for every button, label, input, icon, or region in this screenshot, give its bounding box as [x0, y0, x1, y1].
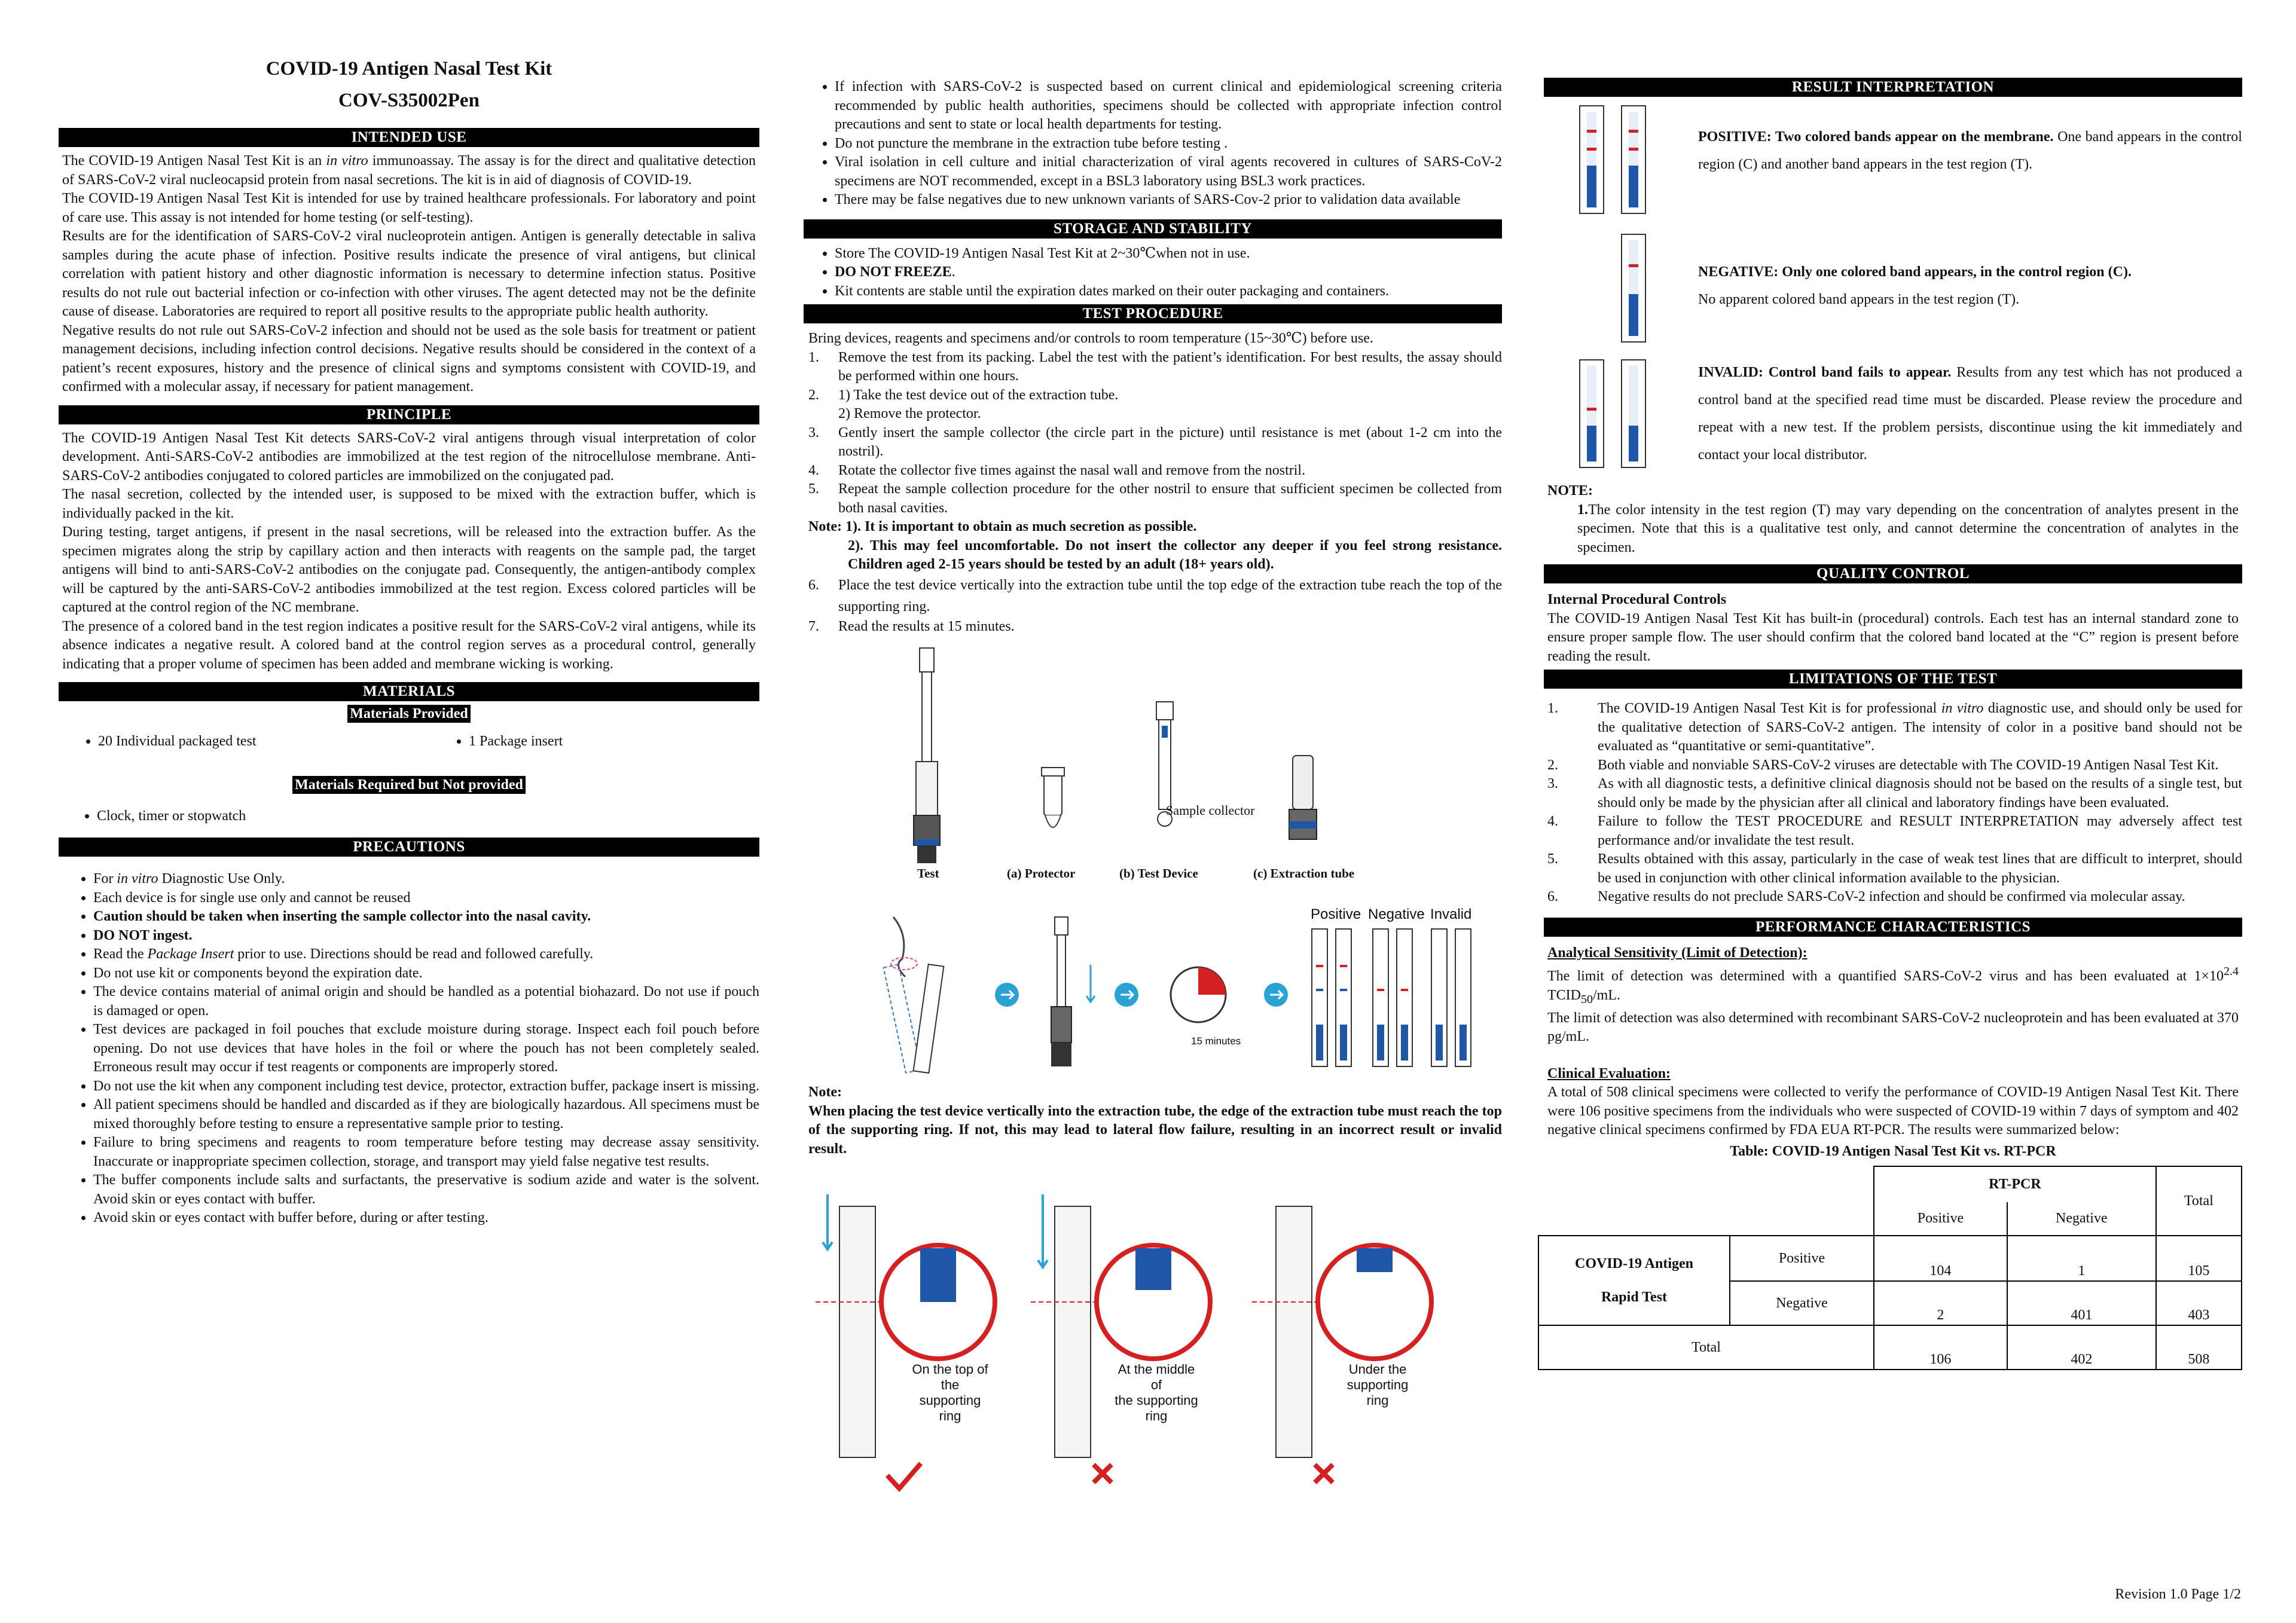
principle-header: PRINCIPLE: [59, 405, 759, 424]
clinical-head: Clinical Evaluation:: [1547, 1065, 1671, 1081]
precaution-item: • Caution should be taken when inserting the sample collector into the nasal cavity.: [93, 907, 759, 927]
procedure-step: 3. Gently insert the sample collector (the circle part in the picture) until resistance is met (about 1-2 cm into the nostril).: [808, 424, 1502, 459]
limitation-item: 5. Results obtained with this assay, particularly in the case of weak test lines that are difficult to interpret, should be used in conjunction with other clinical information available to the physician.: [1547, 851, 2242, 886]
result-note-item: 1.The color intensity in the test region (T) may vary depending on the concentration of analytes present in the specimen. Note that this is a qualitative test only, and cannot determine the concentration of analytes in the specimen.: [1577, 502, 2239, 555]
intended-use-body: [59, 147, 759, 397]
precaution-item: • DO NOT ingest.: [93, 927, 759, 946]
results-table: [1538, 1166, 2242, 1370]
precaution-item: • Viral isolation in cell culture and initial characterization of viral agents recovered in cultures of SARS-CoV-2 specimens are NOT recommended, except in a BSL3 laboratory using BSL3 work practices.: [835, 153, 1502, 191]
procedure-step: 6. Place the test device vertically into the extraction tube until the top edge of the extraction tube reach the top of the supporting ring.: [808, 577, 1502, 615]
supporting-ring-drawing: [804, 1182, 1502, 1505]
procedure-body: [804, 323, 1502, 636]
table-cell: 2: [1874, 1281, 2007, 1325]
result-note-head: NOTE:: [1547, 483, 1593, 499]
ring-correct-image: [816, 1194, 995, 1488]
check-icon: [887, 1463, 921, 1488]
precaution-item: • The buffer components include salts and surfactants, the preservative is sodium azide and water is the solvent. Avoid skin or eyes contact with buffer.: [93, 1171, 759, 1209]
table-cell: 401: [2007, 1281, 2156, 1325]
label-extraction-tube: (c) Extraction tube: [1253, 866, 1355, 881]
limitation-item: 3. As with all diagnostic tests, a definitive clinical diagnosis should not be based on the results of a single test, but should only be made by the physician after all clinical and laboratory findings have been evaluated.: [1547, 776, 2242, 811]
intended-p1: The COVID-19 Antigen Nasal Test Kit is an in vitro immunoassay. The assay is for the direct and qualitative detection of SARS-CoV-2 viral nucleocapsid protein from nasal secretions. The kit is in aid of diagnosis of COVID-19.: [62, 153, 756, 188]
result-invalid: [1544, 354, 2242, 479]
nasal-swab-image: [884, 917, 944, 1073]
materials-required-header: Materials Required but Not provided: [292, 776, 526, 794]
procedure-step: 1. Remove the test from its packing. Label the test with the patient’s identification. For best results, the assay should be performed within one hours.: [808, 349, 1502, 384]
invalid-text: INVALID: Control band fails to appear. Results from any test which has not produced a control band at the specified read time must be discarded. Please review the procedure and repeat with a new test. If the problem persists, discontinue using the kit immediately and contact your local distributor.: [1698, 365, 2242, 463]
qc-subhead: Internal Procedural Controls: [1547, 592, 1727, 607]
label-ring-under: Under the supporting ring: [1347, 1362, 1409, 1408]
procedure-note2: 2). This may feel uncomfortable. Do not insert the collector any deeper if you feel strong resistance. Children aged 2-15 years should be tested by an adult (18+ years old).: [848, 537, 1502, 572]
storage-list: [804, 244, 1502, 301]
label-ring-middle: At the middle of the supporting ring: [1115, 1362, 1198, 1423]
positive-text: POSITIVE: Two colored bands appear on the membrane. One band appears in the control region (C) and another band appears in the test region (T).: [1698, 129, 2242, 172]
procedure-steps-2: [808, 574, 1502, 637]
procedure-step: 5. Repeat the sample collection procedure for the other nostril to ensure that sufficient specimen be collected from both nasal cavities.: [808, 481, 1502, 516]
materials-header: MATERIALS: [59, 682, 759, 701]
column-left: [59, 54, 759, 1228]
precaution-item: • Read the Package Insert prior to use. Directions should be read and followed carefully.: [93, 945, 759, 964]
precaution-item: • Each device is for single use only and cannot be reused: [93, 889, 759, 908]
procedure-header: TEST PROCEDURE: [804, 304, 1502, 323]
result-negative: [1544, 222, 2242, 354]
intended-p3: Results are for the identification of SARS-CoV-2 viral nucleoprotein antigen. Antigen is generally detectable in saliva samples during the acute phase of infection. Positive results indicate the presence of viral antigens, but clinical correlation with patient history and other diagnostic information is necessary to determine infection status. Positive results do not rule out bacterial infection or co-infection with other viruses. The agent detected may not be the definite cause of disease. Laboratories are required to report all positive results to the appropriate public health authority.: [62, 228, 756, 319]
table-row: [1538, 1236, 2242, 1281]
sensitivity-p2: The limit of detection was also determined with recombinant SARS-CoV-2 nucleoprotein and has been evaluated at 370 pg/mL.: [1547, 1010, 2239, 1045]
procedure-step: 4. Rotate the collector five times against the nasal wall and remove from the nostril.: [808, 462, 1306, 478]
limitation-item: 2. Both viable and nonviable SARS-CoV-2 viruses are detectable with The COVID-19 Antigen Nasal Test Kit.: [1547, 757, 2219, 773]
positive-strips-image: [1574, 100, 1669, 219]
precaution-item: • Do not puncture the membrane in the extraction tube before testing .: [835, 135, 1502, 154]
column-middle: [804, 78, 1502, 1505]
clinical-text: A total of 508 clinical specimens were collected to verify the performance of COVID-19 Antigen Nasal Test Kit. There were 106 positive specimens from the individuals who were suspected of COVID-19 within 7 days of symptom and 402 negative clinical specimens confirmed by FDA EUA RT-PCR. The results were summarized below:: [1547, 1084, 2239, 1138]
limitation-item: 4. Failure to follow the TEST PROCEDURE and RESULT INTERPRETATION may adversely affect test performance and/or invalidate the test result.: [1547, 814, 2242, 848]
limitation-item: 1. The COVID-19 Antigen Nasal Test Kit is for professional in vitro diagnostic use, and should only be used for the qualitative detection of SARS-CoV-2 antigen. The intensity of color in a positive band should not be evaluated as “quantitative or semi-quantitative”.: [1547, 701, 2242, 754]
column-right: [1544, 78, 2242, 1370]
label-test: Test: [917, 866, 939, 881]
insert-device-image: [1051, 917, 1095, 1066]
limitations-list: [1544, 699, 2242, 907]
invalid-strips-image: [1574, 354, 1669, 473]
table-row-label: Negative: [1730, 1281, 1874, 1325]
label-ring-top: On the top of the supporting ring: [912, 1362, 988, 1423]
figure-supporting-ring: [804, 1182, 1502, 1505]
label-protector: (a) Protector: [1007, 866, 1076, 881]
table-header-negative: Negative: [2007, 1202, 2156, 1236]
negative-strip-image: [1616, 228, 1675, 348]
precaution-item: • All patient specimens should be handled and discarded as if they are biologically hazardous. All specimens must be mixed thoroughly before testing to ensure a representative sample prior to testing.: [93, 1096, 759, 1133]
ring-middle-image: [1031, 1194, 1210, 1483]
table-cell: 104: [1874, 1236, 2007, 1281]
label-test-device: (b) Test Device: [1119, 866, 1198, 881]
procedure-steps: [808, 349, 1502, 518]
test-assembled-image: [914, 648, 940, 863]
result-header: RESULT INTERPRETATION: [1544, 78, 2242, 97]
table-header-rtpcr: RT-PCR: [1874, 1166, 2156, 1202]
table-cell: 402: [2007, 1325, 2156, 1370]
intended-use-header: INTENDED USE: [59, 128, 759, 147]
table-row: [1538, 1325, 2242, 1370]
materials-provided-header: Materials Provided: [347, 705, 471, 723]
qc-body: [1544, 583, 2242, 666]
table-row-label: Total: [1538, 1325, 1874, 1370]
table-cell: 508: [2156, 1325, 2242, 1370]
precaution-item: • Do not use kit or components beyond the expiration date.: [93, 964, 759, 983]
result-note: [1544, 482, 2242, 557]
protector-image: [1042, 768, 1064, 827]
placement-note-head: Note:: [808, 1084, 842, 1100]
placement-note: [804, 1083, 1502, 1159]
qc-header: QUALITY CONTROL: [1544, 564, 2242, 583]
precaution-item: • There may be false negatives due to new unknown variants of SARS-Cov-2 prior to validation data available: [835, 191, 1502, 210]
table-row-head: COVID-19 Antigen Rapid Test: [1538, 1236, 1730, 1325]
page-footer: Revision 1.0 Page 1/2: [2115, 1587, 2241, 1602]
procedure-step: 2. 1) Take the test device out of the extraction tube. 2) Remove the protector.: [808, 387, 1119, 421]
result-strips-image: [1312, 929, 1471, 1066]
label-sample-collector: Sample collector: [1166, 803, 1255, 818]
table-cell: 403: [2156, 1281, 2242, 1325]
table-title: Table: COVID-19 Antigen Nasal Test Kit vs. RT-PCR: [1730, 1143, 2056, 1159]
table-cell: 1: [2007, 1236, 2156, 1281]
table-cell: 106: [1874, 1325, 2007, 1370]
limitation-item: 6. Negative results do not preclude SARS-CoV-2 infection and should be confirmed via molecular assay.: [1547, 889, 2185, 904]
doc-title: COVID-19 Antigen Nasal Test Kit: [265, 58, 552, 80]
performance-body: [1544, 937, 2242, 1162]
principle-p4: The presence of a colored band in the test region indicates a positive result for the SARS-CoV-2 viral antigens, while its absence indicates a negative result. A colored band at the control region serves as a procedural control, generally indicating that a proper volume of specimen has been added and membrane wicking is working.: [62, 618, 756, 672]
ring-under-image: [1252, 1206, 1431, 1483]
label-positive: Positive: [1311, 906, 1361, 922]
procedure-step: 7. Read the results at 15 minutes.: [808, 618, 1015, 634]
timer-icon: [1171, 967, 1226, 1022]
precautions-continued: [804, 78, 1502, 210]
negative-text: NEGATIVE: Only one colored band appears, in the control region (C). No apparent colored band appears in the test region (T).: [1698, 264, 2132, 307]
table-header-positive: Positive: [1874, 1202, 2007, 1236]
extraction-tube-image: [1289, 756, 1317, 839]
table-row-label: Positive: [1730, 1236, 1874, 1281]
material-item: • Clock, timer or stopwatch: [97, 807, 759, 826]
principle-p3: During testing, target antigens, if present in the nasal secretions, will be released into the extraction buffer. As the specimen migrates along the strip by capillary action and then interacts with reagents on the sample pad, the target antigens will bind to anti-SARS-CoV-2 antibodies on the conjugate pad. Consequently, the antigen-antibody complex will be captured by the anti-SARS-CoV-2 antibodies immobilized at the test region. Excess colored particles will be captured at the control region of the NC membrane.: [62, 524, 756, 615]
label-invalid: Invalid: [1430, 906, 1472, 922]
result-positive: [1544, 97, 2242, 222]
intended-p4: Negative results do not rule out SARS-CoV-2 infection and should not be used as the sole basis for treatment or patient management decisions, including infection control decisions. Negative results should be considered in the context of a patient’s recent exposures, history and the presence of clinical signs and symptoms consistent with COVID-19, and confirmed with a molecular assay, if necessary for patient management.: [62, 322, 756, 395]
sensitivity-head: Analytical Sensitivity (Limit of Detection):: [1547, 945, 1808, 961]
table-header-total: Total: [2156, 1166, 2242, 1236]
precautions-list: [59, 870, 759, 1228]
procedure-note1: Note: 1). It is important to obtain as much secretion as possible.: [808, 519, 1197, 534]
precautions-header: PRECAUTIONS: [59, 838, 759, 857]
label-15-minutes: 15 minutes: [1191, 1035, 1241, 1047]
storage-header: STORAGE AND STABILITY: [804, 219, 1502, 239]
precaution-item: • Do not use the kit when any component including test device, protector, extraction buffer, package insert is missing.: [93, 1077, 759, 1096]
principle-body: [59, 424, 759, 674]
doc-code: COV-S35002Pen: [338, 90, 480, 111]
cross-icon: [1315, 1465, 1333, 1483]
precaution-item: • Avoid skin or eyes contact with buffer before, during or after testing.: [93, 1209, 759, 1228]
figure-test-flow: [804, 893, 1502, 1084]
figure-kit-components: [804, 642, 1502, 893]
procedure-intro: Bring devices, reagents and specimens and/or controls to room temperature (15~30℃) before use.: [808, 331, 1373, 346]
precaution-item: • Test devices are packaged in foil pouches that exclude moisture during storage. Inspect each foil pouch before opening. Do not use devices that have holes in the foil or where the pouch has not been completely sealed. Erroneous result may occur if test reagents or components are improperly stored.: [93, 1020, 759, 1077]
limitations-header: LIMITATIONS OF THE TEST: [1544, 670, 2242, 689]
qc-text: The COVID-19 Antigen Nasal Test Kit has built-in (procedural) controls. Each test has an internal standard zone to ensure proper sample flow. The user should confirm that the colored band located at the “C” region is present before reading the result.: [1547, 610, 2239, 664]
sensitivity-p1: The limit of detection was determined with a quantified SARS-CoV-2 virus and has been evaluated at $1\times 10^{2.4}$ $TCID_{50}/mL$.: [1547, 965, 2239, 1006]
placement-note-body: When placing the test device vertically into the extraction tube, the edge of the extraction tube must reach the top of the supporting ring. If not, this may lead to lateral flow failure, resulting in an incorrect result or invalid result.: [808, 1103, 1502, 1157]
cross-icon: [1094, 1465, 1112, 1483]
storage-item: • Kit contents are stable until the expiration dates marked on their outer packaging and containers.: [835, 282, 1502, 301]
precaution-item: • For in vitro Diagnostic Use Only.: [93, 870, 759, 889]
label-negative: Negative: [1368, 906, 1425, 922]
table-cell: 105: [2156, 1236, 2242, 1281]
material-item: • 1 Package insert: [469, 732, 563, 751]
precaution-item: • If infection with SARS-CoV-2 is suspected based on current clinical and epidemiological screening criteria recommended by public health authorities, specimens should be collected with appropriate infection control precautions and sent to state or local health departments for testing.: [835, 78, 1502, 135]
principle-p1: The COVID-19 Antigen Nasal Test Kit detects SARS-CoV-2 viral antigens through visual interpretation of color development. Anti-SARS-CoV-2 antibodies are immobilized at the test region of the nitrocellulose membrane. Anti-SARS-CoV-2 antibodies conjugated to colored particles are immobilized on the conjugated pad.: [62, 430, 756, 484]
kit-components-drawing: [804, 642, 1502, 893]
precaution-item: • The device contains material of animal origin and should be handled as a potential biohazard. Do not use if pouch is damaged or open.: [93, 983, 759, 1020]
precaution-item: • Failure to bring specimens and reagents to room temperature before testing may decrease assay sensitivity. Inaccurate or inappropriate specimen collection, storage, and transport may yield false negative test results.: [93, 1133, 759, 1171]
intended-p2: The COVID-19 Antigen Nasal Test Kit is intended for use by trained healthcare professionals. For laboratory and point of care use. This assay is not intended for home testing (or self-testing).: [62, 191, 756, 225]
materials-provided-list: [59, 732, 759, 751]
principle-p2: The nasal secretion, collected by the intended user, is supposed to be mixed with the extraction buffer, which is individually packed in the kit.: [62, 487, 756, 521]
storage-item: • DO NOT FREEZE.: [835, 263, 1502, 282]
storage-item: • Store The COVID-19 Antigen Nasal Test Kit at 2~30℃when not in use.: [835, 244, 1502, 264]
performance-header: PERFORMANCE CHARACTERISTICS: [1544, 918, 2242, 937]
material-item: • 20 Individual packaged test: [98, 732, 445, 751]
